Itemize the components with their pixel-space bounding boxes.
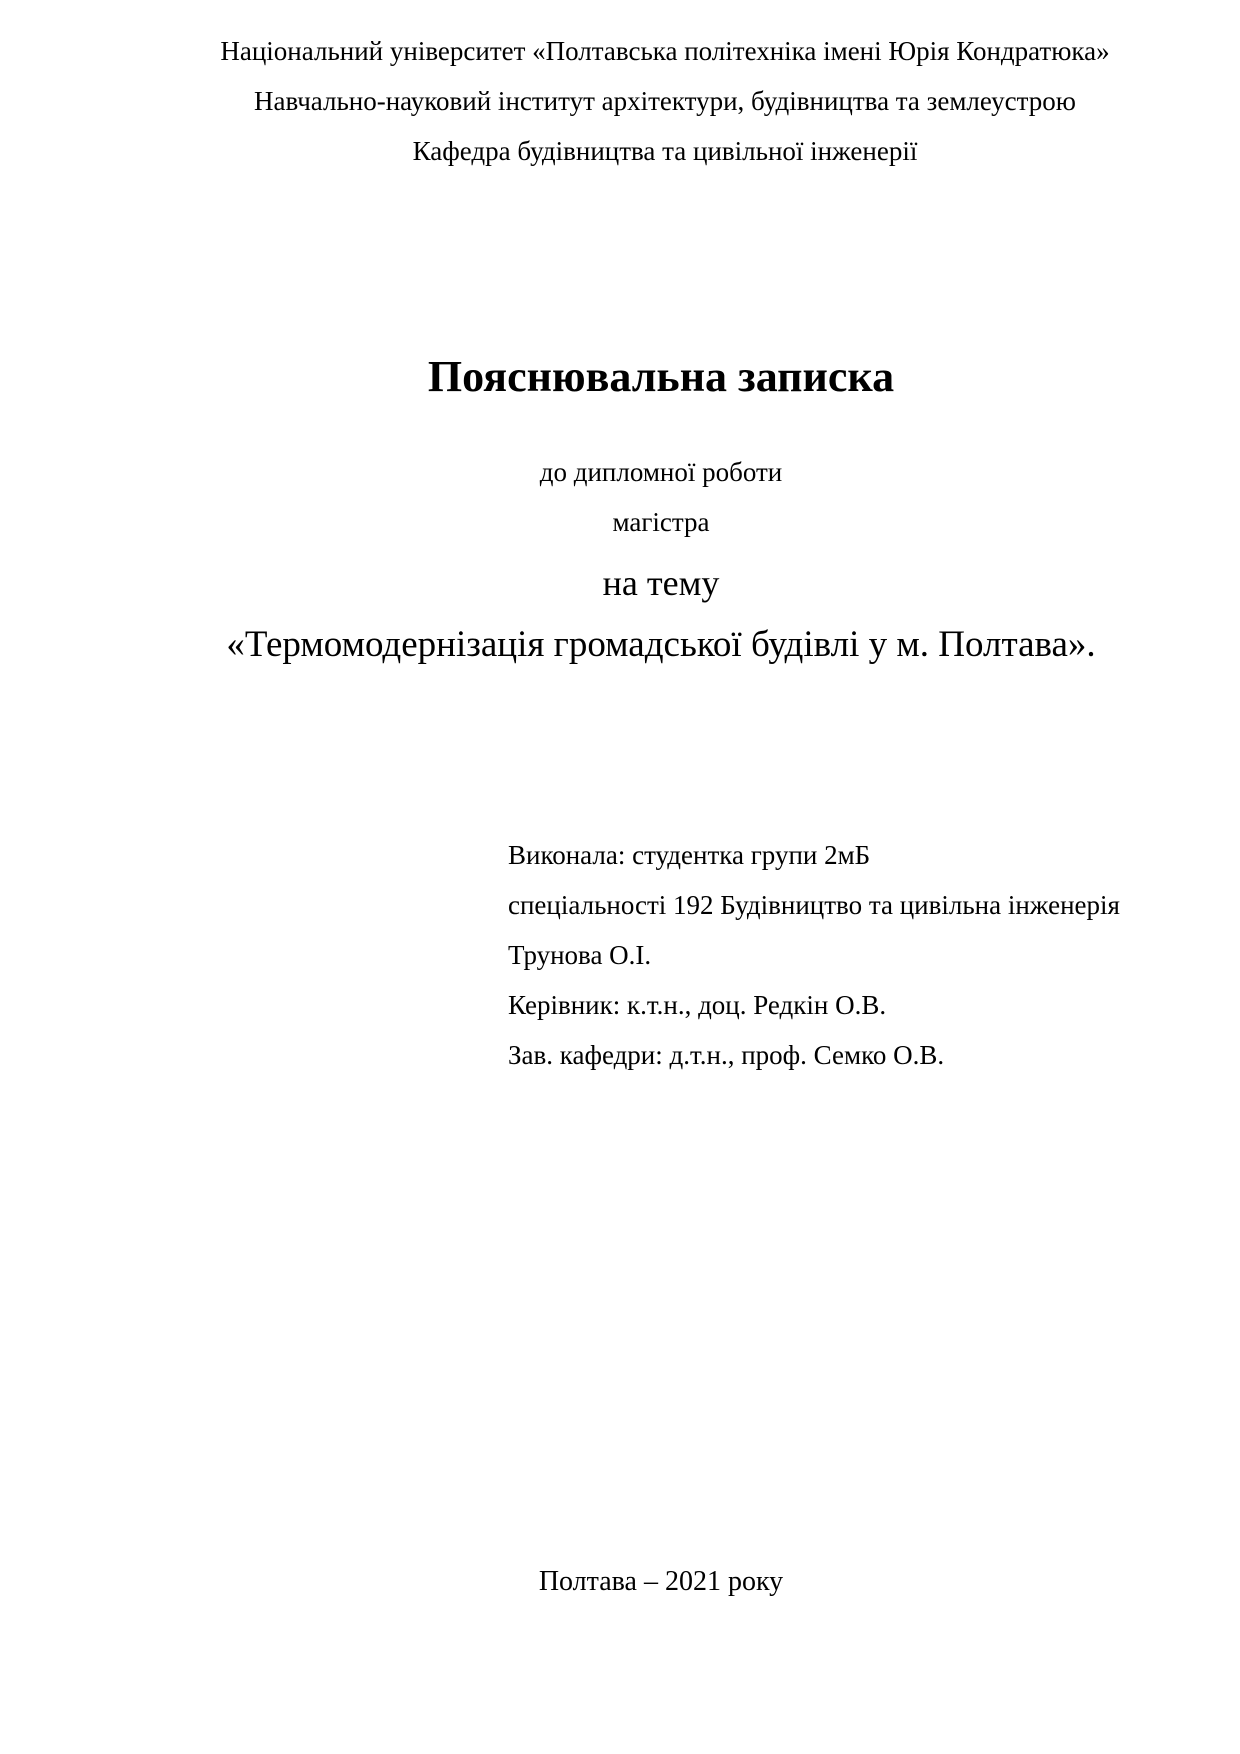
thesis-topic: «Термомодернізація громадської будівлі у м. Полтава». <box>226 624 1096 665</box>
student-name: Трунова О.І. <box>508 940 652 970</box>
subtitle-topic-label: на тему <box>602 563 720 603</box>
subtitle-degree: магістра <box>612 507 710 537</box>
head-of-department: Зав. кафедри: д.т.н., проф. Семко О.В. <box>508 1040 945 1070</box>
university-name: Національний університет «Полтавська політехніка імені Юрія Кондратюка» <box>220 36 1110 66</box>
subtitle-work-type: до дипломної роботи <box>539 457 783 487</box>
supervisor: Керівник: к.т.н., доц. Редкін О.В. <box>508 990 887 1020</box>
institute-name: Навчально-науковий інститут архітектури, будівництва та землеустрою <box>254 86 1076 116</box>
performed-by: Виконала: студентка групи 2мБ <box>508 840 871 870</box>
place-and-year: Полтава – 2021 року <box>538 1566 784 1597</box>
document-title: Пояснювальна записка <box>427 352 895 401</box>
specialty: спеціальності 192 Будівництво та цивільна інженерія <box>508 890 1120 920</box>
department-name: Кафедра будівництва та цивільної інженерії <box>412 136 918 166</box>
